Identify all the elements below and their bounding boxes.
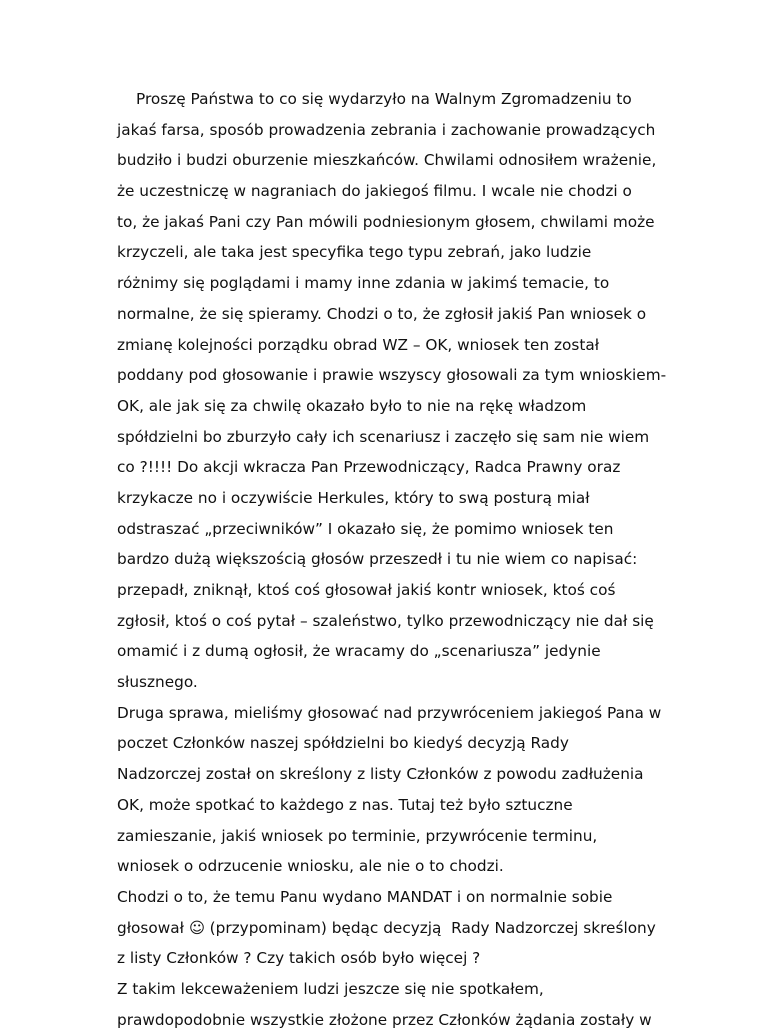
- text-line-1: Proszę Państwa to co się wydarzyło na Walnym Zgromadzeniu to: [136, 90, 632, 108]
- text-line-8: normalne, że się spieramy. Chodzi o to, że zgłosił jakiś Pan wniosek o: [117, 304, 647, 323]
- text-line-18: zgłosił, ktoś o coś pytał – szaleństwo, tylko przewodniczący nie dał się: [117, 611, 654, 630]
- text-line-7: różnimy się poglądami i mamy inne zdania w jakimś temacie, to: [117, 274, 610, 293]
- document-body: [117, 84, 677, 1035]
- text-line-31: prawdopodobnie wszystkie złożone przez Członków żądania zostały w: [117, 1010, 652, 1029]
- text-line-26: wniosek o odrzucenie wniosku, ale nie o to chodzi.: [117, 857, 504, 876]
- text-line-22: poczet Członków naszej spółdzielni bo kiedyś decyzją Rady: [117, 734, 569, 753]
- text-line-4: że uczestniczę w nagraniach do jakiegoś filmu. I wcale nie chodzi o: [117, 182, 632, 201]
- text-line-13: co ?!!!! Do akcji wkracza Pan Przewodniczący, Radca Prawny oraz: [117, 458, 621, 477]
- text-line-9: zmianę kolejności porządku obrad WZ – OK, wniosek ten został: [117, 335, 600, 354]
- text-line-10: poddany pod głosowanie i prawie wszyscy głosowali za tym wnioskiem-: [117, 366, 667, 385]
- text-line-14: krzykacze no i oczywiście Herkules, który to swą posturą miał: [117, 488, 590, 507]
- text-line-3: budziło i budzi oburzenie mieszkańców. Chwilami odnosiłem wrażenie,: [117, 151, 657, 170]
- text-line-23: Nadzorczej został on skreślony z listy Członków z powodu zadłużenia: [117, 765, 644, 784]
- text-line-12: spółdzielni bo zburzyło cały ich scenariusz i zaczęło się sam nie wiem: [117, 427, 650, 446]
- text-line-24: OK, może spotkać to każdego z nas. Tutaj też było sztuczne: [117, 795, 573, 814]
- text-line-19: omamić i z dumą ogłosił, że wracamy do „scenariusza” jedynie: [117, 642, 601, 661]
- text-line-6: krzyczeli, ale taka jest specyfika tego typu zebrań, jako ludzie: [117, 243, 592, 262]
- text-line-25: zamieszanie, jakiś wniosek po terminie, przywrócenie terminu,: [117, 826, 598, 845]
- text-line-27: Chodzi o to, że temu Panu wydano MANDAT i on normalnie sobie: [117, 887, 613, 906]
- text-line-29: z listy Członków ? Czy takich osób było więcej ?: [117, 949, 481, 968]
- text-line-30: Z takim lekceważeniem ludzi jeszcze się nie spotkałem,: [117, 979, 544, 998]
- text-line-15: odstraszać „przeciwników” I okazało się, że pomimo wniosek ten: [117, 519, 614, 538]
- text-line-16: bardzo dużą większością głosów przeszedł i tu nie wiem co napisać:: [117, 550, 638, 569]
- text-line-20: słusznego.: [117, 673, 198, 692]
- text-line-11: OK, ale jak się za chwilę okazało było to nie na rękę władzom: [117, 396, 587, 415]
- text-line-5: to, że jakaś Pani czy Pan mówili podniesionym głosem, chwilami może: [117, 212, 655, 231]
- text-line-21: Druga sprawa, mieliśmy głosować nad przywróceniem jakiegoś Pana w: [117, 703, 662, 722]
- text-line-2: jakaś farsa, sposób prowadzenia zebrania i zachowanie prowadzących: [117, 120, 656, 139]
- text-line-17: przepadł, zniknął, ktoś coś głosował jakiś kontr wniosek, ktoś coś: [117, 581, 616, 599]
- text-line-28: głosował ☺ (przypominam) będąc decyzją Rady Nadzorczej skreślony: [117, 918, 656, 937]
